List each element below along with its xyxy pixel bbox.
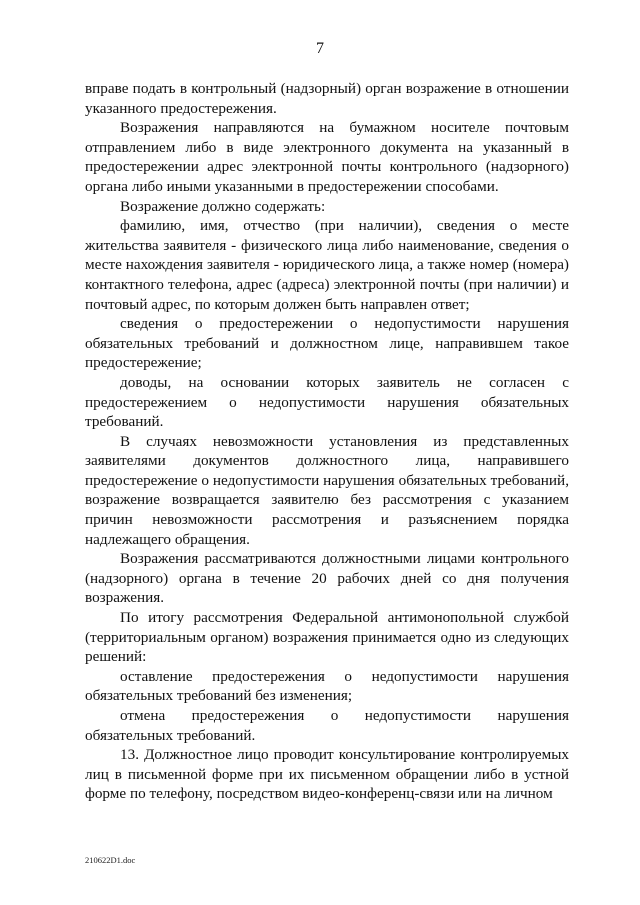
paragraph: По итогу рассмотрения Федеральной антимонопольной службой (территориальным органом) возражения принимается одно из следующих решений: xyxy=(85,609,569,666)
paragraph: доводы, на основании которых заявитель не согласен с предостережением о недопустимости нарушения обязательных требований. xyxy=(85,373,569,431)
paragraph: 13. Должностное лицо проводит консультирование контролируемых лиц в письменной форме при их письменном обращении либо в устной форме по телефону, посредством видео-конференц-связи или на личном xyxy=(85,746,569,803)
paragraph: оставление предостережения о недопустимости нарушения обязательных требований без изменения; xyxy=(85,667,569,705)
paragraph: Возражения рассматриваются должностными лицами контрольного (надзорного) органа в течение 20 рабочих дней со дня получения возражения. xyxy=(85,550,569,607)
page-number: 7 xyxy=(316,40,324,57)
document-body xyxy=(85,79,569,804)
paragraph: вправе подать в контрольный (надзорный) орган возражение в отношении указанного предостережения. xyxy=(85,80,569,117)
paragraph: сведения о предостережении о недопустимости нарушения обязательных требований и должностном лице, направившем такое предостережение; xyxy=(85,315,569,372)
paragraph: фамилию, имя, отчество (при наличии), сведения о месте жительства заявителя - физического лица либо наименование, сведения о месте нахождения заявителя - юридического лица, а также номер (номера) контактного телефона, адрес (адреса) электронной почты (при наличии) и почтовый адрес, по которым должен быть направлен ответ; xyxy=(85,217,569,313)
paragraph: В случаях невозможности установления из представленных заявителями документов должностного лица, направившего предостережение о недопустимости нарушения обязательных требований, возражение возвращается заявителю без рассмотрения с указанием причин невозможности рассмотрения и разъяснением порядка надлежащего обращения. xyxy=(85,432,569,548)
paragraph: Возражения направляются на бумажном носителе почтовым отправлением либо в виде электронного документа на указанный в предостережении адрес электронной почты контрольного (надзорного) органа либо иными указанными в предостережении способами. xyxy=(85,119,569,195)
paragraph: отмена предостережения о недопустимости нарушения обязательных требований. xyxy=(85,707,569,744)
paragraph: Возражение должно содержать: xyxy=(120,197,326,215)
file-name-footer: 210622D1.doc xyxy=(85,855,136,865)
